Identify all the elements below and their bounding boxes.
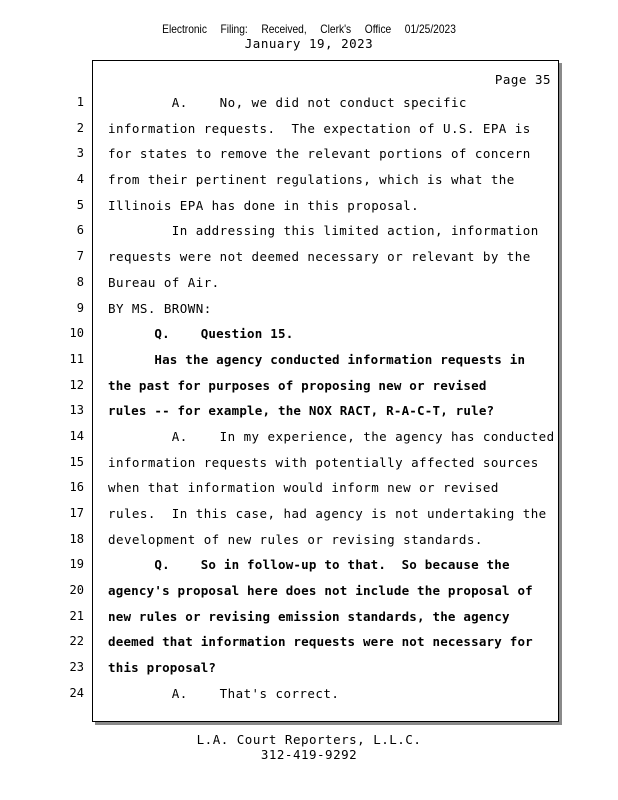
line-number: 9 [76, 300, 84, 315]
line-number: 5 [76, 197, 84, 212]
transcript-line [0, 551, 618, 577]
footer [0, 732, 618, 762]
line-number: 21 [69, 608, 84, 623]
reporter-company: L.A. Court Reporters, L.L.C. [196, 732, 422, 747]
transcript-date: January 19, 2023 [244, 36, 374, 51]
question-text: rules -- for example, the NOX RACT, R-A-C-T, rule? [108, 403, 495, 419]
line-number: 13 [69, 403, 84, 418]
line-text: A. No, we did not conduct specific [108, 95, 467, 110]
transcript-line [0, 577, 618, 603]
line-text: from their pertinent regulations, which is what the [108, 172, 515, 188]
line-number: 3 [76, 146, 84, 161]
line-text: information requests with potentially affected sources [108, 454, 539, 470]
transcript-line [0, 372, 618, 398]
transcript-line [0, 89, 618, 115]
line-text: for states to remove the relevant portions of concern [108, 146, 531, 162]
line-text: development of new rules or revising standards. [108, 531, 483, 547]
line-number: 18 [69, 531, 84, 546]
filing-electronic: Electronic [162, 22, 207, 36]
question-text: agency's proposal here does not include the proposal of [108, 583, 533, 599]
question-text: Q. So in follow-up to that. So because the [108, 557, 510, 573]
transcript-line [0, 449, 618, 475]
transcript-line [0, 295, 618, 321]
filing-filing: Filing: [220, 22, 248, 36]
line-number: 2 [76, 120, 84, 135]
transcript-line [0, 140, 618, 166]
line-number: 10 [69, 326, 84, 341]
filing-received: Received, [261, 22, 307, 36]
transcript-line [0, 654, 618, 680]
line-number: 7 [76, 249, 84, 264]
line-number: 12 [69, 377, 84, 392]
question-text: this proposal? [108, 660, 217, 676]
line-text: In addressing this limited action, information [108, 223, 539, 239]
filing-stamp [46, 22, 571, 36]
line-number: 23 [69, 660, 84, 675]
line-number: 11 [69, 351, 84, 366]
transcript-line [0, 628, 618, 654]
transcript-line [0, 474, 618, 500]
line-number: 17 [69, 506, 84, 520]
transcript-line [0, 269, 618, 295]
line-text: information requests. The expectation of U.S. EPA is [108, 120, 531, 136]
line-number: 6 [76, 223, 84, 238]
transcript-line [0, 217, 618, 243]
line-number: 1 [76, 95, 84, 109]
question-text: Has the agency conducted information requests in [108, 351, 526, 367]
transcript-line [0, 680, 618, 706]
transcript-line [0, 603, 618, 629]
filing-date: 01/25/2023 [404, 22, 456, 36]
transcript-line [0, 243, 618, 269]
transcript-line [0, 115, 618, 141]
line-number: 24 [69, 685, 84, 700]
line-number: 20 [69, 583, 84, 598]
transcript-line [0, 346, 618, 372]
line-text: rules. In this case, had agency is not undertaking the [108, 506, 547, 521]
filing-clerks: Clerk's [320, 22, 352, 36]
transcript-line [0, 500, 618, 526]
line-number: 8 [76, 274, 84, 289]
page-number: Page 35 [494, 72, 551, 87]
line-text: A. In my experience, the agency has conducted [108, 428, 555, 444]
line-number: 14 [69, 428, 84, 443]
transcript-line [0, 397, 618, 423]
transcript-line [0, 320, 618, 346]
question-text: new rules or revising emission standards, the agency [108, 608, 510, 624]
line-number: 4 [76, 172, 84, 187]
transcript-line [0, 526, 618, 552]
line-text: Illinois EPA has done in this proposal. [108, 197, 420, 213]
line-number: 15 [69, 454, 84, 469]
line-text: requests were not deemed necessary or relevant by the [108, 249, 531, 265]
question-text: Q. Question 15. [108, 326, 294, 342]
line-text: BY MS. BROWN: [108, 300, 212, 316]
line-number: 19 [69, 557, 84, 572]
line-text: when that information would inform new or revised [108, 480, 499, 496]
transcript-lines [0, 89, 618, 706]
transcript-line [0, 423, 618, 449]
reporter-phone: 312-419-9292 [260, 747, 358, 762]
line-text: A. That's correct. [108, 685, 340, 701]
question-text: deemed that information requests were not necessary for [108, 634, 533, 650]
line-text: Bureau of Air. [108, 274, 220, 290]
line-number: 22 [69, 634, 84, 649]
transcript-line [0, 166, 618, 192]
transcript-line [0, 192, 618, 218]
question-text: the past for purposes of proposing new or revised [108, 377, 487, 393]
line-number: 16 [69, 480, 84, 495]
filing-office: Office [364, 22, 392, 36]
